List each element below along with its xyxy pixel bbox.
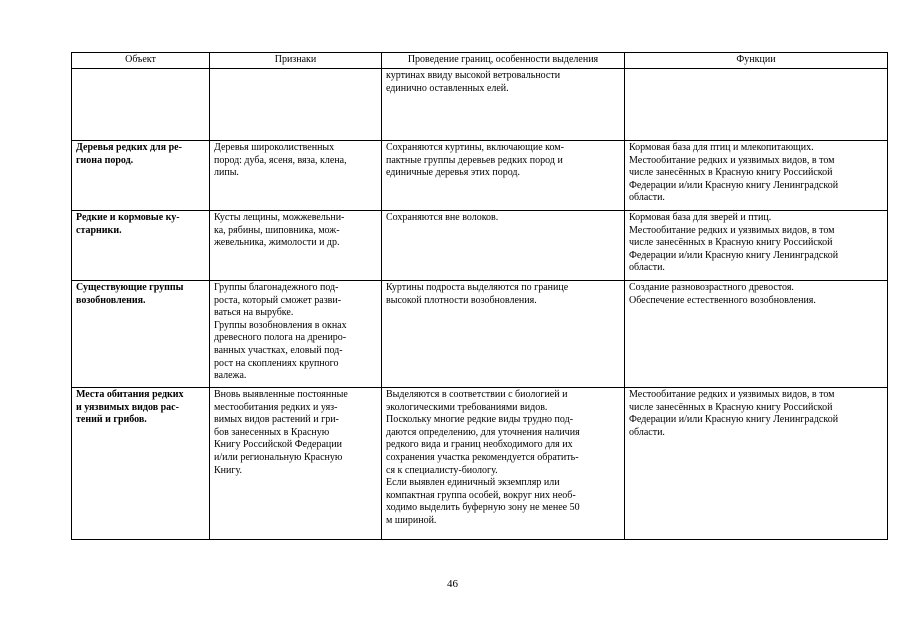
cell-signs <box>210 211 382 281</box>
header-borders: Проведение границ, особенности выделения <box>382 53 625 69</box>
cell-text-line: ванных участках, еловый под- <box>214 344 343 356</box>
cell-text-line: числе занесённых в Красную книгу Российской <box>629 401 833 413</box>
cell-text-line: Группы благонадежного под- <box>214 282 339 293</box>
cell-signs <box>210 141 382 211</box>
cell-text-line: Деревья широколиственных <box>214 142 335 153</box>
cell-text-line: гиона пород. <box>76 154 134 166</box>
cell-text-line: Куртины подроста выделяются по границе <box>386 282 569 293</box>
cell-text-line: куртинах ввиду высокой ветровальности <box>386 70 561 81</box>
cell-text-line: Группы возобновления в окнах <box>214 319 347 331</box>
cell-text-line: Кусты лещины, можжевельни- <box>214 212 345 223</box>
cell-borders <box>382 388 625 540</box>
cell-text-line: Местообитание редких и уязвимых видов, в том <box>629 224 835 236</box>
table-row <box>72 211 888 281</box>
cell-text-line: Федерации и/или Красную книгу Ленинградской <box>629 179 839 191</box>
table-row <box>72 69 888 141</box>
cell-text-line: редкого вида и границ необходимого для их <box>386 439 573 451</box>
cell-functions <box>625 281 888 388</box>
cell-text-line: Федерации и/или Красную книгу Ленинградской <box>629 414 839 426</box>
cell-text-line: области. <box>629 192 665 204</box>
cell-text-line: ка, рябины, шиповника, мож- <box>214 224 340 236</box>
cell-text-line: вимых видов растений и гри- <box>214 414 339 426</box>
cell-text-line: рост на скоплениях крупного <box>214 357 339 369</box>
cell-text-line: Выделяются в соответствии с биологией и <box>386 389 568 400</box>
cell-borders <box>382 211 625 281</box>
cell-text-line: Местообитание редких и уязвимых видов, в том <box>629 389 835 400</box>
cell-text-line: и/или региональную Красную <box>214 451 343 463</box>
cell-text-line: и уязвимых видов рас- <box>76 401 179 413</box>
header-functions: Функции <box>625 53 888 69</box>
table-row <box>72 141 888 211</box>
cell-text-line: пактные группы деревьев редких пород и <box>386 154 563 166</box>
cell-text-line: возобновления. <box>76 294 146 306</box>
cell-signs <box>210 388 382 540</box>
cell-text-line: местообитания редких и уяз- <box>214 401 338 413</box>
page-number: 46 <box>447 578 458 590</box>
cell-text-line: области. <box>629 262 665 274</box>
cell-text-line: бов занесенных в Красную <box>214 426 330 438</box>
cell-text-line: экологическими требованиями видов. <box>386 401 548 413</box>
cell-text-line: числе занесённых в Красную книгу Российской <box>629 237 833 249</box>
cell-functions <box>625 388 888 540</box>
cell-text-line: числе занесённых в Красную книгу Российской <box>629 167 833 179</box>
cell-text-line: сохранения участка рекомендуется обратить- <box>386 451 579 463</box>
cell-text-line: Сохраняются вне волоков. <box>386 212 499 223</box>
cell-functions <box>625 69 888 141</box>
cell-text-line: Создание разновозрастного древостоя. <box>629 282 794 293</box>
cell-signs <box>210 281 382 388</box>
cell-text-line: Книгу Российской Федерации <box>214 439 342 451</box>
cell-text-line: жевельника, жимолости и др. <box>214 237 340 249</box>
cell-text-line: валежа. <box>214 370 247 382</box>
table-row <box>72 388 888 540</box>
cell-text-line: Кормовая база для птиц и млекопитающих. <box>629 142 814 153</box>
cell-object <box>72 388 210 540</box>
cell-text-line: ся к специалисту-биологу. <box>386 464 498 476</box>
cell-borders <box>382 281 625 388</box>
forest-features-table <box>71 52 888 540</box>
cell-text-line: тений и грибов. <box>76 414 147 426</box>
cell-functions <box>625 211 888 281</box>
cell-borders <box>382 141 625 211</box>
cell-text-line: Вновь выявленные постоянные <box>214 389 348 400</box>
cell-text-line: Редкие и кормовые ку- <box>76 212 180 223</box>
cell-text-line: пород: дуба, ясеня, вяза, клена, <box>214 154 347 166</box>
cell-text-line: Федерации и/или Красную книгу Ленинградской <box>629 249 839 261</box>
table-header-row <box>72 53 888 69</box>
cell-text-line: липы. <box>214 167 239 179</box>
header-object: Объект <box>72 53 210 69</box>
cell-object <box>72 211 210 281</box>
cell-object <box>72 141 210 211</box>
cell-text-line: Книгу. <box>214 464 242 476</box>
cell-text-line: Обеспечение естественного возобновления. <box>629 294 816 306</box>
cell-text-line: компактная группа особей, вокруг них необ- <box>386 489 576 501</box>
cell-text-line: Сохраняются куртины, включающие ком- <box>386 142 564 153</box>
cell-text-line: единичные деревья этих пород. <box>386 167 520 179</box>
cell-text-line: области. <box>629 426 665 438</box>
cell-text-line: старники. <box>76 224 122 236</box>
cell-text-line: Если выявлен единичный экземпляр или <box>386 477 560 489</box>
cell-text-line: единично оставленных елей. <box>386 82 509 94</box>
cell-text-line: ходимо выделить буферную зону не менее 50 <box>386 502 580 514</box>
cell-text-line: древесного полога на дрениро- <box>214 332 347 344</box>
table-row <box>72 281 888 388</box>
cell-text-line: роста, который сможет разви- <box>214 294 342 306</box>
cell-text-line: даются определению, для уточнения наличия <box>386 426 580 438</box>
cell-object <box>72 281 210 388</box>
cell-text-line: Деревья редких для ре- <box>76 142 182 153</box>
cell-text-line: Кормовая база для зверей и птиц. <box>629 212 772 223</box>
cell-text-line: Поскольку многие редкие виды трудно под- <box>386 414 574 426</box>
cell-text-line: ваться на вырубке. <box>214 307 294 319</box>
cell-object <box>72 69 210 141</box>
cell-text-line: Места обитания редких <box>76 389 184 400</box>
cell-text-line: м шириной. <box>386 514 437 526</box>
cell-text-line: Местообитание редких и уязвимых видов, в том <box>629 154 835 166</box>
header-signs: Признаки <box>210 53 382 69</box>
cell-functions <box>625 141 888 211</box>
cell-signs <box>210 69 382 141</box>
cell-text-line: высокой плотности возобновления. <box>386 294 537 306</box>
cell-text-line: Существующие группы <box>76 282 184 293</box>
cell-borders <box>382 69 625 141</box>
